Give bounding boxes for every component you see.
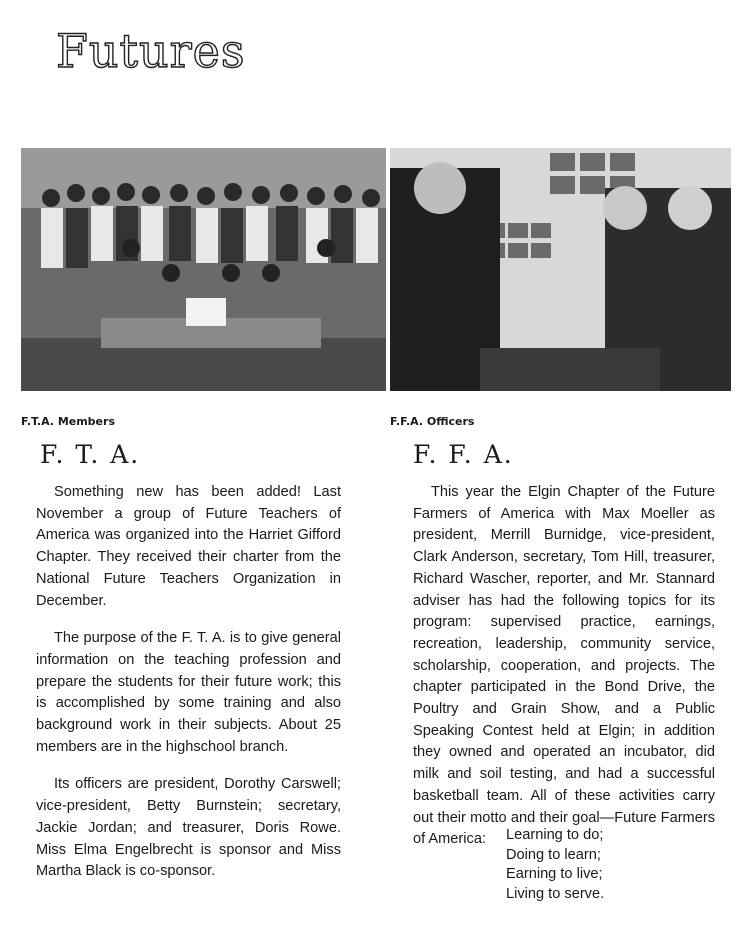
fta-photo-caption: F.T.A. Members	[21, 415, 115, 428]
fta-members-photo	[21, 148, 386, 391]
motto-line: Learning to do;	[506, 827, 604, 843]
motto-line: Earning to live;	[506, 866, 603, 882]
ffa-heading: F. F. A.	[413, 440, 514, 469]
fta-paragraph: Its officers are president, Dorothy Carswell; vice-president, Betty Burnstein; secretary, Jackie Jordan; and treasurer, Doris Rowe. Miss Elma Engelbrecht is sponsor and Miss Martha Black is co-sponsor.	[36, 776, 341, 880]
fta-article	[36, 482, 341, 899]
ffa-photo-caption: F.F.A. Officers	[390, 415, 475, 428]
ffa-motto	[506, 826, 604, 904]
ffa-article	[413, 482, 715, 861]
fta-paragraph: Something new has been added! Last November a group of Future Teachers of America was organized into the Harriet Gifford Chapter. They received their charter from the National Future Teachers Organization in December.	[36, 484, 341, 609]
ffa-officers-photo	[390, 148, 731, 391]
ffa-paragraph: This year the Elgin Chapter of the Future Farmers of America with Max Moeller as president, Merrill Burnidge, vice-president, Clark Anderson, secretary, Tom Hill, treasurer, Richard Wascher, reporter, and Mr. Stannard adviser has had the following topics for its program: supervised practice, earnings, recreation, leadership, community service, scholarship, cooperation, and projects. The chapter participated in the Bond Drive, the Poultry and Grain Show, and a Public Speaking Contest held at Elgin; in addition they owned and operated an incubator, did milk and soil testing, and had a successful basketball team. All of these activities carry out their motto and their goal—Future Farmers of America:	[413, 484, 715, 848]
fta-paragraph: The purpose of the F. T. A. is to give general information on the teaching profession and prepare the students for their future work; this is accomplished by some training and also background work in their subjects. About 25 members are in the highschool branch.	[36, 630, 341, 755]
motto-line: Doing to learn;	[506, 846, 601, 863]
fta-heading: F. T. A.	[40, 440, 141, 469]
page-title: Futures	[56, 24, 246, 78]
motto-line: Living to serve.	[506, 885, 605, 902]
